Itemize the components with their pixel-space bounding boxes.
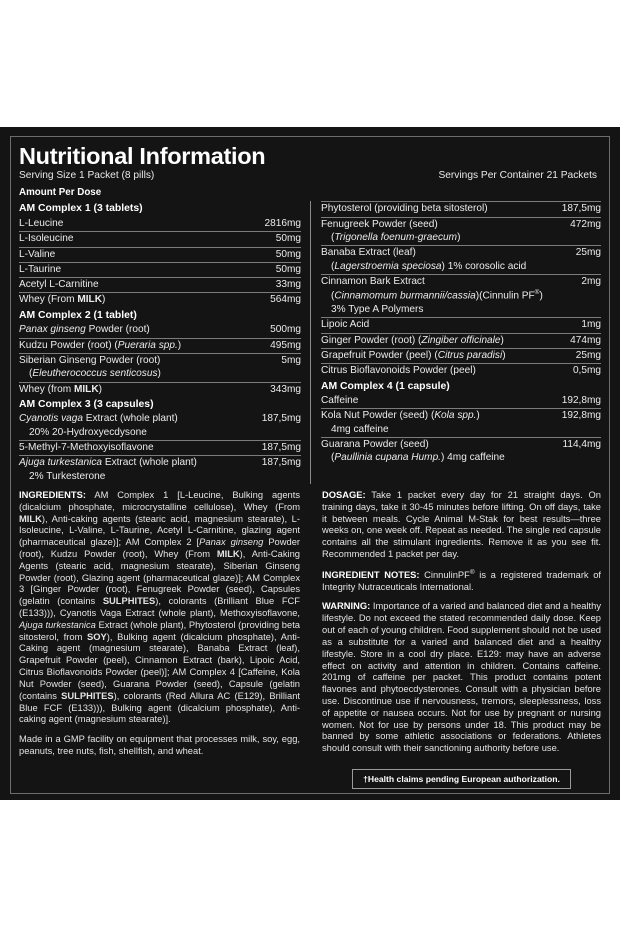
nutrient-amount: 500mg [270,324,301,336]
warning-paragraph [322,601,601,755]
nutrient-subtext: 4mg caffeine [331,423,389,435]
nutrient-subtext: (Trigonella foenum-graecum) [331,232,461,244]
nutrient-row [321,437,601,452]
nutrient-amount: 187,5mg [561,203,601,215]
nutrient-amount: 25mg [575,247,601,259]
nutrient-row [19,455,301,470]
ingredient-notes-text: CinnulinPF® is a registered trademark of Integrity Nutraceuticals International. [322,568,601,592]
nutrient-group-heading: AM Complex 3 (3 capsules) [19,398,154,410]
nutrient-row [19,277,301,292]
nutrient-amount: 5mg [281,354,301,366]
nutrient-row [321,408,601,423]
dosage-text: Take 1 packet every day for 21 straight days. On training days, take it 30-45 minutes before lifting. On off days, take it between meals. Cycle Animal M-Stak for best results—three weeks on, one week off. Repeat as needed. The single red capsule contains all the stimulant ingredients. Remove it as you see fit. Recommended 1 packet per day. [322,489,601,559]
servings-per-container: Servings Per Container 21 Packets [438,169,597,181]
nutrient-name: Siberian Ginseng Powder (root) [19,354,161,366]
nutrient-group-heading: AM Complex 4 (1 capsule) [321,380,450,392]
nutrient-name: L-Leucine [19,217,64,229]
nutrient-amount: 495mg [270,339,301,351]
dosage-paragraph [322,490,601,561]
nutrient-row [321,394,601,408]
nutrient-row [19,353,301,368]
nutrient-row [321,245,601,260]
nutrient-row [321,363,601,378]
nutrient-name: Kola Nut Powder (seed) (Kola spp.) [321,410,480,422]
nutrient-amount: 33mg [275,279,301,291]
health-claims-holder [322,755,601,793]
serving-info-row [19,170,601,185]
nutrient-amount: 472mg [570,218,601,230]
health-claims-box: †Health claims pending European authorization. [352,769,571,789]
nutrient-name: Banaba Extract (leaf) [321,247,416,259]
nutrient-row [19,338,301,353]
nutrient-name: Lipoic Acid [321,319,370,331]
ingredients-text: AM Complex 1 [L-Leucine, Bulking agents (dicalcium phosphate, microcrystalline cellulose), Whey (From MILK), Anti-caking agents (stearic acid, magnesium stearate), L-Isoleucine, L-Valine, L-Taurine, Acetyl L-Carnitine, glazing agent (pharmaceutical glaze)]; AM Complex 2 [Panax ginseng Powder (root), Kudzu Powder (root), Whey (From MILK), Anti-Caking Agents (stearic acid, magnesium stearate), Siberian Ginseng Powder (root), Glazing agent (pharmaceutical glaze)]; AM Complex 3 [Ginger Powder (root), Fenugreek Powder (seed), Capsules (gelatin (contains SULPHITES), colorants (Brilliant Blue FCF (E133))), Cyanotis Vaga Extract (whole plant), Methoxyisoflavone, Ajuga turkestanica Extract (whole plant), Phytosterol (providing beta sitosterol, from SOY), Bulking agent (dicalcium phosphate), Anti-Caking agent (magnesium stearate), Banaba Extract (leaf), Grapefruit Powder (peel), Cinnamon Extract (bark), Lipoic Acid, Citrus Bioflavonoids Powder (peel)]; AM Complex 4 [Caffeine, Kola Nut Powder (seed), Guarana Powder (seed), Capsule (gelatin (contains SULPHITES), colorants (Red Allura AC (E129), Brilliant Blue FCF (E133))), Bulking agent (dicalcium phosphate), Anti-caking agent (magnesium stearate)]. [19,489,300,725]
nutrient-row [19,292,301,307]
nutrient-amount: 187,5mg [261,457,301,469]
nutrient-column-right [310,201,601,483]
nutrient-amount: 50mg [275,233,301,245]
nutrient-amount: 564mg [270,294,301,306]
nutrient-name: Acetyl L-Carnitine [19,279,99,291]
nutrient-row [19,247,301,262]
nutrient-name: Cyanotis vaga Extract (whole plant) [19,413,178,425]
body-text-area [19,490,601,793]
nutrient-name: Whey (From MILK) [19,294,106,306]
nutrient-name: Ginger Powder (root) (Zingiber officinale) [321,334,504,346]
serving-size: Serving Size 1 Packet (8 pills) [19,169,155,181]
nutrient-row [19,262,301,277]
nutrient-name: Ajuga turkestanica Extract (whole plant) [19,457,197,469]
nutrient-subtext: 20% 20-Hydroxyecdysone [29,426,147,438]
nutrient-name: L-Taurine [19,263,62,275]
nutrient-amount: 50mg [275,248,301,260]
nutrient-row [321,217,601,232]
warning-text: Importance of a varied and balanced diet and a healthy lifestyle. Do not exceed the stated recommended daily dose. Keep out of each of young children. Food supplement should not be used as a substitute for a varied and balanced diet and a healthy lifestyle. Store in a cool dry place. E129: may have an adverse effect on activity and attention in children. Contains caffeine. 201mg of caffeine per packet. This product contains potent flavones and phytoecdysterones. Consult with a physician before use. Discontinue use if nervousness, tremors, sleeplessness, loss of appetite or nausea occurs. Not for use by pregnant or nursing women. Not for use by persons under 18. This product may be banned by some athletic associations or federations. Athletes should consult with their sanctioning authority before use. [322,601,601,754]
nutrient-row [321,317,601,332]
nutrient-amount: 0,5mg [572,365,601,377]
nutrient-row [321,348,601,363]
nutrient-table [19,201,601,483]
nutrient-name: Panax ginseng Powder (root) [19,324,150,336]
warning-label: WARNING: [322,601,371,612]
nutrient-amount: 25mg [575,349,601,361]
nutrient-group-heading: AM Complex 2 (1 tablet) [19,309,137,321]
dosage-label: DOSAGE: [322,489,366,500]
nutrient-name: L-Isoleucine [19,233,74,245]
ingredient-notes-paragraph [322,569,601,594]
nutrient-amount: 187,5mg [261,441,301,453]
nutrient-amount: 2816mg [264,217,301,229]
ingredients-label: INGREDIENTS: [19,489,86,500]
nutrient-amount: 343mg [270,383,301,395]
nutrient-name: L-Valine [19,248,56,260]
nutrient-name: Caffeine [321,395,359,407]
nutrient-subtext: 2% Turkesterone [29,470,106,482]
nutrient-name: Cinnamon Bark Extract [321,275,425,287]
nutrient-amount: 187,5mg [261,413,301,425]
nutrient-subtext: (Paullinia cupana Hump.) 4mg caffeine [331,452,505,464]
ingredients-paragraph [19,490,300,726]
nutrient-amount: 192,8mg [561,410,601,422]
nutrient-name: Grapefruit Powder (peel) (Citrus paradisi) [321,349,506,361]
nutrient-column-left [19,201,310,483]
nutrient-name: Guarana Powder (seed) [321,438,429,450]
nutrient-row [19,217,301,231]
nutrient-row [321,201,601,216]
nutrient-subtext: (Eleutherococcus senticosus) [29,368,161,380]
nutrient-subtext: (Cinnamomum burmannii/cassia)(Cinnulin PF®) [331,289,543,302]
amount-per-dose-header: Amount Per Dose [19,187,102,199]
dosage-column [310,490,601,793]
nutrient-name: 5-Methyl-7-Methoxyisoflavone [19,441,154,453]
ingredients-column [19,490,310,793]
ingredient-notes-label: INGREDIENT NOTES: [322,569,420,580]
nutrient-amount: 50mg [275,263,301,275]
nutrient-name: Citrus Bioflavonoids Powder (peel) [321,365,476,377]
nutrient-name: Fenugreek Powder (seed) [321,218,438,230]
nutrient-row [19,440,301,455]
gmp-statement: Made in a GMP facility on equipment that processes milk, soy, egg, peanuts, tree nuts, fish, shellfish, and wheat. [19,734,300,756]
page-title: Nutritional Information [19,143,266,169]
nutrient-amount: 1mg [581,319,601,331]
nutrient-row [321,333,601,348]
nutrient-amount: 474mg [570,334,601,346]
nutrient-row [19,412,301,426]
nutrient-name: Whey (from MILK) [19,383,103,395]
nutrient-row [19,382,301,397]
nutrient-name: Phytosterol (providing beta sitosterol) [321,203,488,215]
nutrient-row [19,231,301,246]
nutrient-subtext: 3% Type A Polymers [331,303,424,315]
label-border-frame [10,136,610,794]
nutrient-group-heading: AM Complex 1 (3 tablets) [19,203,143,215]
supplement-facts-panel [0,127,620,800]
nutrient-subtext: (Lagerstroemia speciosa) 1% corosolic acid [331,260,527,272]
nutrient-name: Kudzu Powder (root) (Pueraria spp.) [19,339,182,351]
nutrient-amount: 2mg [581,275,601,287]
nutrient-amount: 192,8mg [561,395,601,407]
nutrient-row [19,323,301,337]
nutrient-amount: 114,4mg [562,438,601,450]
nutrient-row [321,274,601,289]
